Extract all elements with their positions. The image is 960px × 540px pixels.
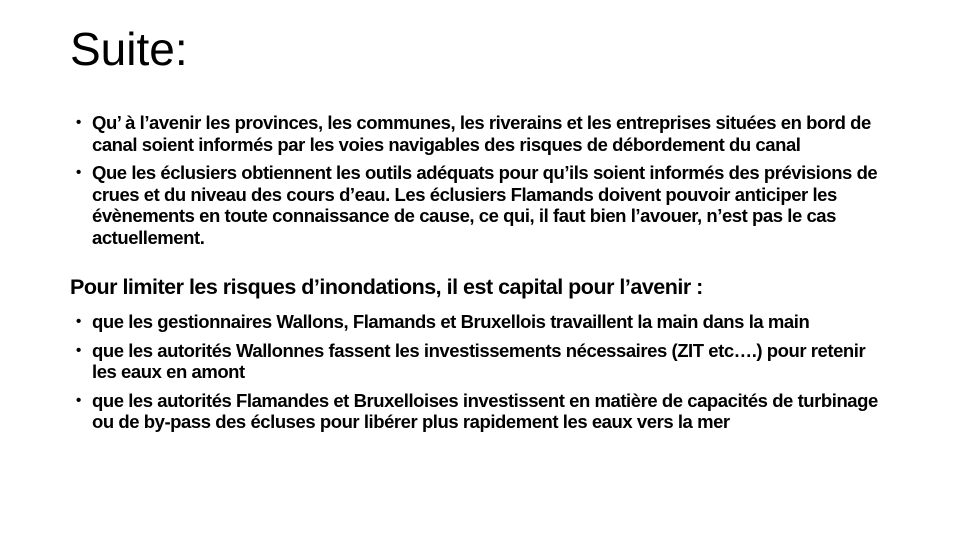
bullet-icon: • bbox=[76, 341, 81, 359]
bullet-item bbox=[70, 162, 892, 248]
bullet-icon: • bbox=[76, 391, 81, 409]
bullet-icon: • bbox=[76, 313, 81, 330]
bullet-text: que les autorités Wallonnes fassent les investissements nécessaires (ZIT etc….) pour retenir les eaux en amont bbox=[92, 339, 866, 382]
bullet-list-top bbox=[70, 112, 892, 248]
bullet-list-bottom bbox=[70, 311, 892, 433]
bullet-icon: • bbox=[76, 164, 81, 181]
bullet-item bbox=[70, 340, 892, 383]
slide-title: Suite: bbox=[70, 23, 188, 75]
section-heading: Pour limiter les risques d’inondations, il est capital pour l’avenir : bbox=[70, 275, 703, 299]
bullet-text: Que les éclusiers obtiennent les outils adéquats pour qu’ils soient informés des prévisions de crues et du niveau des cours d’eau. Les éclusiers Flamands doivent pouvoir anticiper les évènements en toute connaissance de cause, ce qui, il faut bien l’avouer, n’est pas le cas actuellement. bbox=[92, 162, 878, 248]
bullet-text: Qu’ à l’avenir les provinces, les communes, les riverains et les entreprises situées en bord de canal soient informés par les voies navigables des risques de débordement du canal bbox=[92, 112, 871, 155]
bullet-text: que les autorités Flamandes et Bruxelloises investissent en matière de capacités de turbinage ou de by-pass des écluses pour libérer plus rapidement les eaux vers la mer bbox=[92, 389, 878, 432]
bullet-text: que les gestionnaires Wallons, Flamands et Bruxellois travaillent la main dans la main bbox=[92, 311, 810, 332]
slide-body bbox=[70, 112, 892, 440]
bullet-icon: • bbox=[76, 114, 81, 131]
bullet-item bbox=[70, 311, 892, 333]
bullet-item bbox=[70, 112, 892, 155]
bullet-item bbox=[70, 390, 892, 433]
